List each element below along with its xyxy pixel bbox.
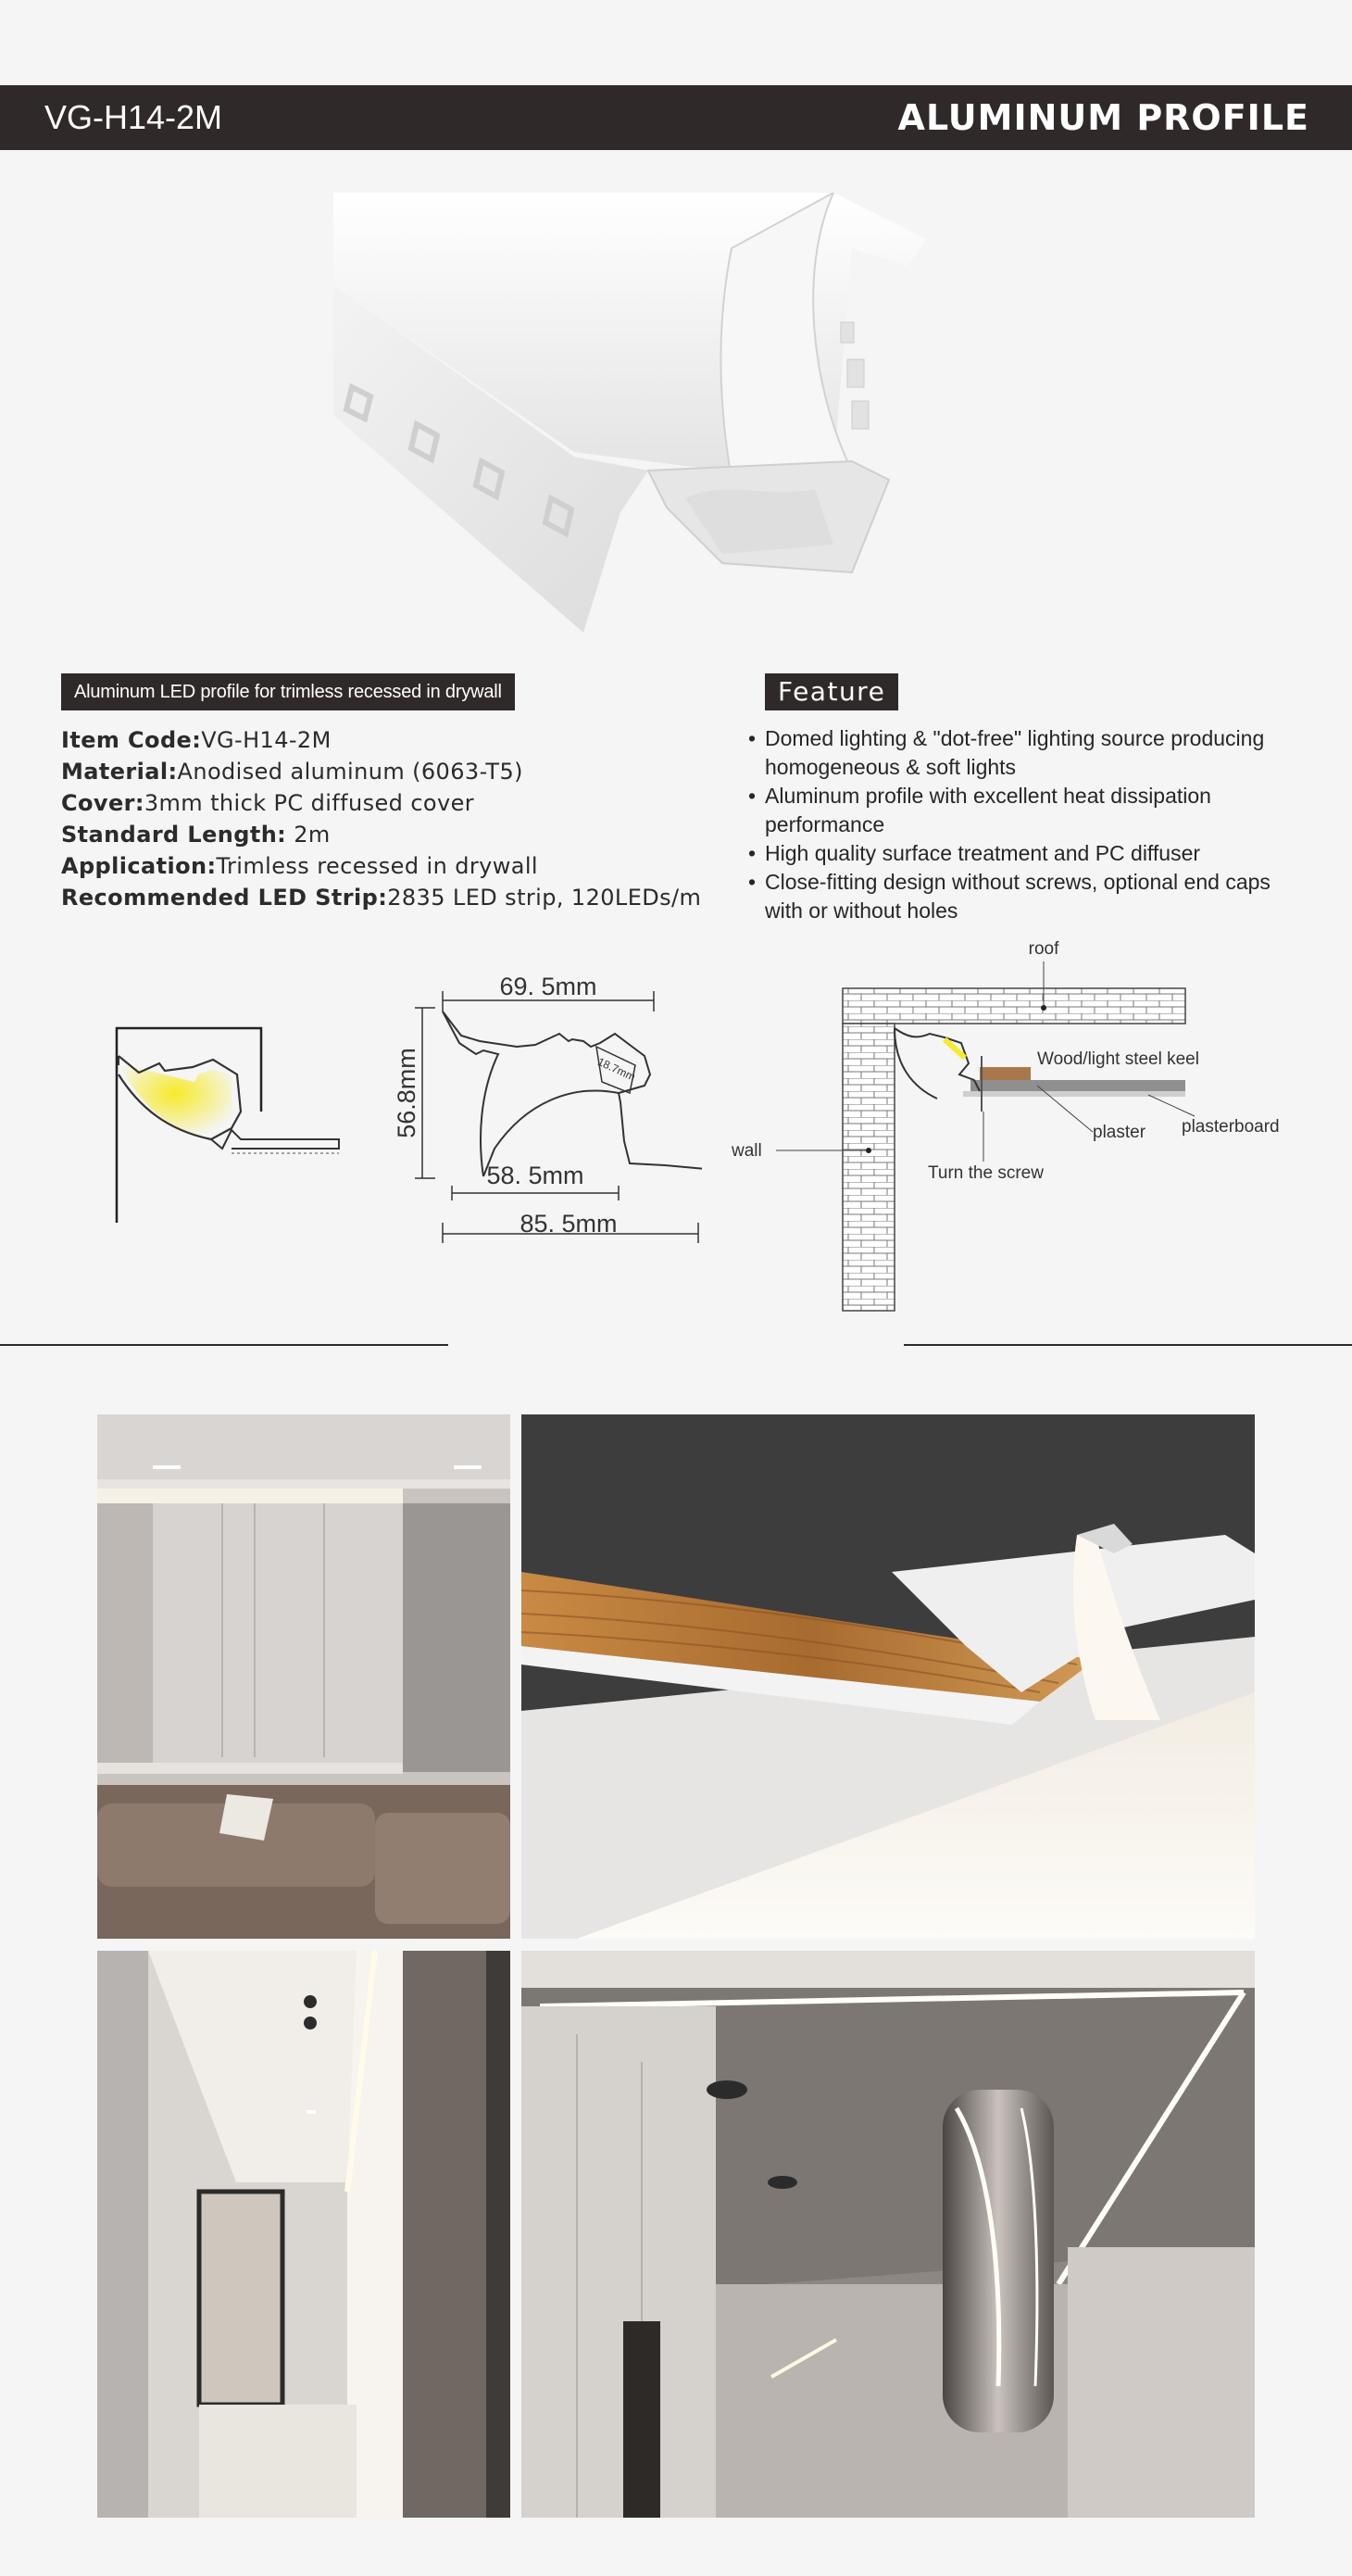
photo-living-room (97, 1414, 510, 1939)
label-wall: wall (732, 1141, 762, 1161)
feature-item: • High quality surface treatment and PC diffuser (748, 839, 1304, 868)
photo-kitchen (521, 1951, 1255, 2518)
dim-top-width: 69. 5mm (499, 973, 597, 1000)
label-plasterboard: plasterboard (1182, 1117, 1280, 1137)
feature-item: • Close-fitting design without screws, optional end caps with or without holes (748, 868, 1304, 925)
product-render (333, 193, 1000, 637)
product-code: VG-H14-2M (44, 98, 223, 136)
spec-list (61, 724, 728, 913)
installation-drawing (732, 936, 1306, 1315)
photo-profile-closeup (521, 1414, 1255, 1939)
label-plaster: plaster (1093, 1123, 1146, 1142)
divider-left (0, 1344, 448, 1346)
feature-item: • Aluminum profile with excellent heat dissipation performance (748, 782, 1304, 839)
label-roof: roof (1028, 939, 1059, 959)
feature-list (748, 724, 1304, 925)
header-band (0, 85, 1352, 150)
feature-heading: Feature (765, 673, 898, 710)
spec-row-item-code: Item Code:VG-H14-2M (61, 727, 332, 753)
divider-right (904, 1344, 1352, 1346)
dim-total-width: 85. 5mm (520, 1210, 618, 1238)
corner-illustration (102, 1019, 343, 1232)
feature-item: • Domed lighting & "dot-free" lighting source producing homogeneous & soft lights (748, 724, 1304, 782)
dim-inner-width: 58. 5mm (486, 1162, 584, 1189)
dimension-drawing (387, 963, 702, 1260)
dim-slot: 18.7mm (595, 1054, 638, 1084)
spec-row-application: Application:Trimless recessed in drywall (61, 853, 538, 879)
spec-row-length: Standard Length: 2m (61, 822, 331, 848)
spec-heading: Aluminum LED profile for trimless recessed in drywall (61, 673, 515, 710)
spec-row-led-strip: Recommended LED Strip:2835 LED strip, 120LEDs/m (61, 885, 702, 911)
label-keel: Wood/light steel keel (1037, 1049, 1199, 1069)
label-screw: Turn the screw (928, 1163, 1044, 1183)
dim-height: 56.8mm (393, 1048, 420, 1138)
photo-corridor (97, 1951, 510, 2518)
spec-row-cover: Cover:3mm thick PC diffused cover (61, 790, 475, 816)
category-title: ALUMINUM PROFILE (897, 97, 1309, 138)
spec-row-material: Material:Anodised aluminum (6063-T5) (61, 759, 523, 785)
